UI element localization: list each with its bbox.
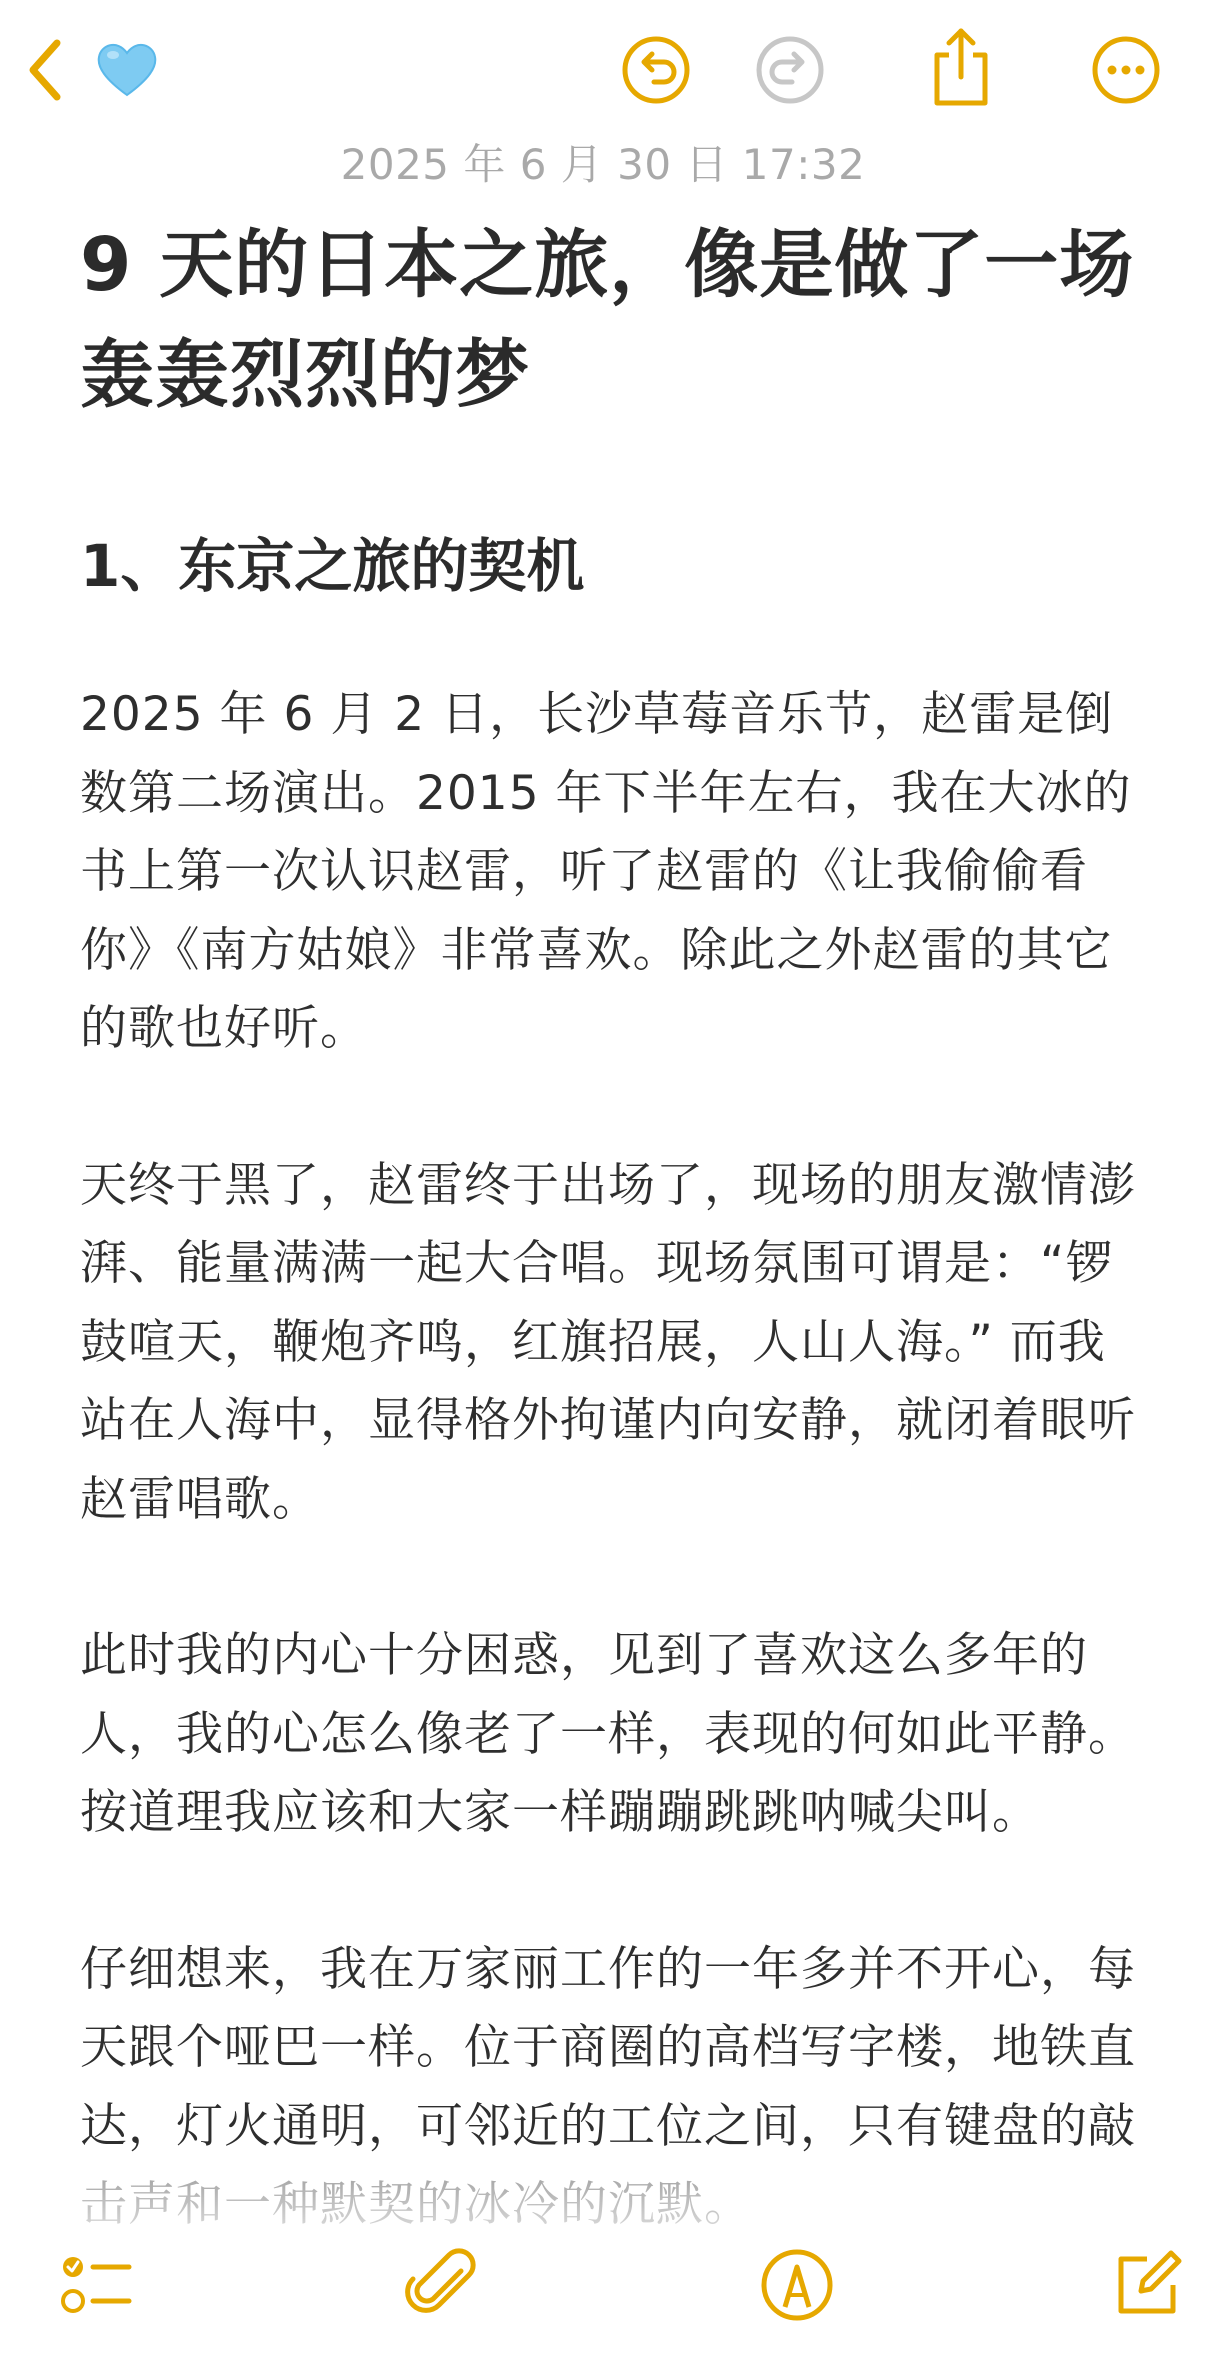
paragraph-spacer <box>80 1853 1140 1931</box>
section-heading[interactable]: 1、东京之旅的契机 <box>80 532 585 600</box>
share-icon <box>929 25 993 109</box>
share-button[interactable] <box>926 22 996 112</box>
paragraph[interactable]: 2025 年 6 月 2 日，长沙草莓音乐节，赵雷是倒数第二场演出。2015 年下半年左右，我在大冰的书上第一次认识赵雷，听了赵雷的《让我偷偷看你》《南方姑娘》非常喜欢。除此之外赵雷的其它的歌也好听。 <box>80 687 1132 1056</box>
checklist-button[interactable] <box>52 2240 142 2330</box>
compose-icon <box>1107 2245 1187 2325</box>
paragraph-spacer <box>80 1069 1140 1147</box>
markup-pen-icon <box>757 2245 837 2325</box>
paragraph-spacer <box>80 606 1140 676</box>
undo-button[interactable] <box>618 32 694 108</box>
paperclip-icon <box>403 2245 483 2325</box>
top-toolbar <box>0 0 1206 140</box>
back-button[interactable] <box>20 30 70 110</box>
attach-button[interactable] <box>398 2240 488 2330</box>
more-button[interactable] <box>1088 32 1164 108</box>
ellipsis-icon <box>1090 34 1162 106</box>
paragraph[interactable]: 仔细想来，我在万家丽工作的一年多并不开心，每天跟个哑巴一样。位于商圈的高档写字楼，地铁直达，灯火通明，可邻近的工位之间，只有键盘的敲 <box>80 1941 1136 2154</box>
blue-heart-emoji <box>92 34 162 104</box>
redo-button[interactable] <box>752 32 828 108</box>
paragraph[interactable]: 此时我的内心十分困惑，见到了喜欢这么多年的人，我的心怎么像老了一样，表现的何如此平静。按道理我应该和大家一样蹦蹦跳跳呐喊尖叫。 <box>80 1628 1136 1840</box>
chevron-left-icon <box>25 35 65 105</box>
note-date: 2025 年 6 月 30 日 17:32 <box>340 140 866 189</box>
paragraph-spacer <box>80 1539 1140 1617</box>
bottom-toolbar <box>0 2240 1206 2353</box>
redo-icon <box>754 34 826 106</box>
paragraph[interactable]: 天终于黑了，赵雷终于出场了，现场的朋友激情澎湃、能量满满一起大合唱。现场氛围可谓是：“锣鼓喧天，鞭炮齐鸣，红旗招展，人山人海。” 而我站在人海中，显得格外拘谨内向安静，就闭着眼听赵雷唱歌。 <box>80 1157 1136 1527</box>
undo-icon <box>620 34 692 106</box>
compose-button[interactable] <box>1102 2240 1192 2330</box>
markup-button[interactable] <box>752 2240 842 2330</box>
checklist-icon <box>57 2245 137 2325</box>
note-title[interactable]: 9 天的日本之旅，像是做了一场轰轰烈烈的梦 <box>80 222 1135 418</box>
heart-icon <box>95 39 159 99</box>
note-body[interactable] <box>80 210 1140 2245</box>
